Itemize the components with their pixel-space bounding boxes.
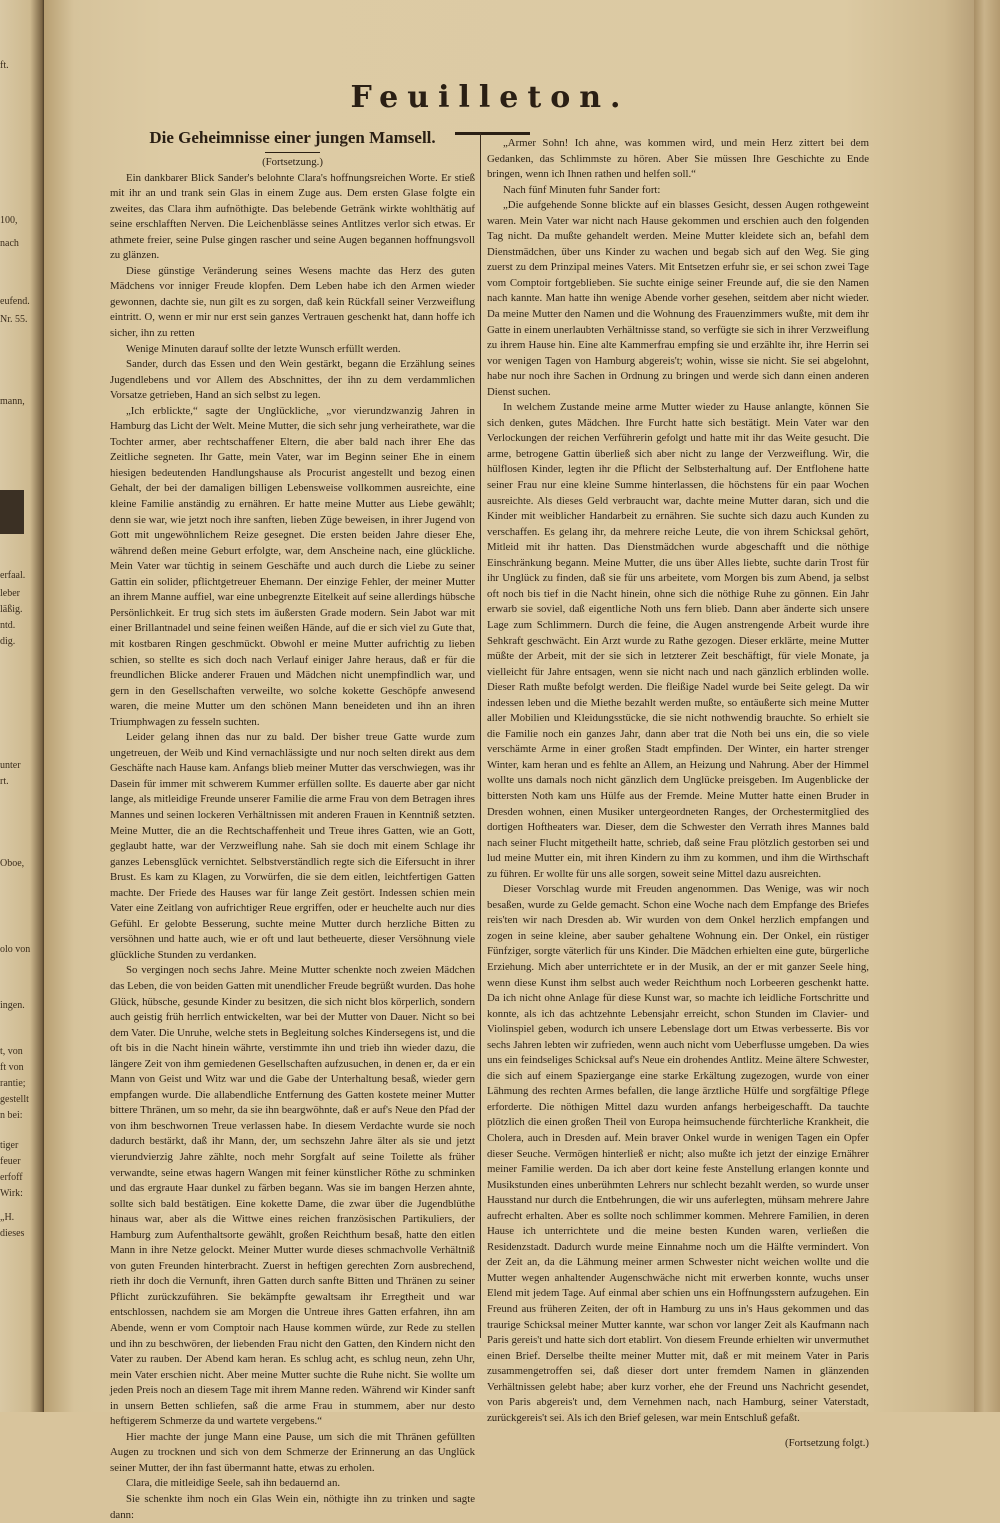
story-title: Die Geheimnisse einer jungen Mamsell. bbox=[149, 128, 436, 147]
paragraph: So vergingen noch sechs Jahre. Meine Mutter schenkte noch zweien Mädchen das Leben, die von beiden Gatten mit unendlicher Freude begrüßt wurden. Das hohe Glück, hübsche, gesunde Kinder zu besitzen, die sich nicht blos körperlich, sondern auch geistig früh herrlich entwickelten, war bei der Mutter von Dauer. Nicht so bei dem Vater. Die Unruhe, welche stets in Begleitung solches Kindersegens ist, und die oft bis in die Nacht hinein währte, verstimmte ihn und trieb ihn wieder dazu, die längere Zeit von ihm gemiedenen Gesellschaften aufzusuchen, in denen er, da er ein Mann von Geist und Witz war und die Gabe der Unterhaltung besaß, wieder gern empfangen wurde. Die allabendliche Entfernung des Gatten kostete meiner Mutter bittere Thränen, um so mehr, da sie ihn beargwöhnte, daß er auf's Neue den Pfad der von ihm beschwornen Treue verlassen habe. In diesem Verdachte wurde sie noch dadurch bestärkt, daß ihr Mann, der, um sechszehn Jahre älter als sie und jetzt vierundvierzig Jahre zählte, noch mehr Sorgfalt auf seine Toilette als früher verwandte, seine etwas hagern Wangen mit feiner künstlicher Röthe zu schminken und das ergraute Haar dunkel zu färben begann. Was sie im bangen Herzen ahnte, sollte sich bald bestätigen. Eine kokette Dame, die zwar über die Jugendblüthe hinaus war, aber als die Wittwe eines reichen französischen Partikuliers, der Hamburg zum Aufenthaltsorte gewählt, großen Reichthum besaß, hatte den eitlen Mann in ihre Netze gelockt. Meiner Mutter wurde dieses schmachvolle Verhältniß von guten Freunden hinterbracht. Zuerst in heftigen gerechten Zorn ausbrechend, rieth ihr doch die Vernunft, ihren Gatten durch sanfte Bitten und Thränen zu seiner Pflicht zurückzuführen. Sie bekämpfte gewaltsam ihr Erregtheit und war entschlossen, nachdem sie am Morgen die Untreue ihres Gatten erfahren, ihn am Abende, wenn er vom Comptoir nach Hause kommen würde, zur Rede zu stellen und ihn zu beschwören, der liebenden Frau nicht den Gatten, den Kindern nicht den Vater zu rauben. Der Abend kam heran. Es schlug acht, es schlug neun, zehn Uhr, mein Vater erschien nicht. Aber meine Mutter suchte die Ruhe nicht. Sie wollte um jeden Preis noch an diesem Tage mit ihrem Manne reden. Während wir Kinder sanft in unsern Betten schliefen, saß die arme Frau in stummem, aber nur desto heftigerem Schmerze da und wartete vergebens.“ bbox=[110, 964, 475, 1428]
paragraph: In welchem Zustande meine arme Mutter wieder zu Hause anlangte, können Sie sich denken, gutes Mädchen. Ihre Furcht hatte sich bestätigt. Mein Vater war den Verlockungen der reichen Verführerin gefolgt und hatte mit ihr das Weite gesucht. Die arme, betrogene Gattin überließ sich aber nicht zu lange der Verzweiflung. Wir, die hülflosen Kinder, legten ihr die Pflicht der Selbsterhaltung auf. Der Entflohene hatte seiner Frau nur eine kleine Summe hinterlassen, die höchstens für ein paar Wochen ausreichte. Als dieses Geld verbraucht war, dachte meine Mutter daran, sich und die Kinder mit weiblicher Handarbeit zu ernähren. Sie suchte sich dazu auch Kunden zu verschaffen. Es gelang ihr, da mehrere reiche Leute, die von ihrem Schicksal gehört, Mitleid mit ihr hatten. Das Dienstmädchen wurde abgeschafft und die nöthige Einschränkung begann. Meine Mutter, die uns über Alles liebte, suchte darin Trost für ihr Unglück zu finden, daß sie für uns arbeitete, vom Morgen bis zum Abend, ja selbst oft noch bis tief in die Nacht hinein, ohne sich die nöthige Ruhe zu gönnen. Ein Jahr erwarb sie soviel, daß eigentliche Noth uns fern blieb. Dann aber änderte sich unsere Lage zum Schlimmern. Durch die feine, die Augen anstrengende Arbeit wurde ihre Sehkraft geschwächt. Ein Arzt wurde zu Rathe gezogen. Dieser erklärte, meine Mutter müßte der Arbeit, mit der sie sich in letzterer Zeit beschäftigt, für viele Monate, ja vielleicht für Jahre entsagen, wenn sie nicht nach und nach gänzlich erblinden wolle. Dieser Rath mußte befolgt werden. Die fleißige Nadel wurde bei Seite gelegt. Da wir indessen leben und die Miethe bezahlt werden mußte, so entäußerte sich meine Mutter aller Mobilien und Kleidungsstücke, die sie nicht nothwendig brauchte. So erhielt sie die Familie noch ein ganzes Jahr, dann aber trat die Noth bei uns ein, die so viele verschämte Arme in einer großen Stadt empfinden. Der Winter, ein harter strenger Winter, kam heran und es fehlte an Allem, an Heizung und Nahrung. Aber der Himmel wollte uns damals noch nicht gänzlich dem Unglücke preisgeben. Im Augenblicke der bittersten Noth kam uns Hülfe aus der Fremde. Meine Mutter hatte einen Bruder in Dresden wohnen, einen Musiker untergeordneten Ranges, der Orchestermitglied des dortigen Hoftheaters war. Dieser, dem die Schwester den Verrath ihres Mannes bald nach seiner Flucht mitgetheilt hatte, schrieb, daß seine Frau plötzlich gestorben sei und lud meine Mutter ein, mit ihren Kindern zu ihm zu kommen, und ihm die Wirthschaft zu führen. Er wollte für uns alle sorgen, soweit seine Mittel dazu ausreichten. bbox=[487, 401, 869, 880]
section-title: Feuilleton. bbox=[350, 80, 630, 115]
margin-fragment: erfaal. bbox=[0, 570, 26, 581]
margin-fragment: 100, bbox=[0, 215, 18, 226]
column-divider bbox=[480, 133, 481, 1338]
story-title-rule bbox=[265, 152, 320, 153]
margin-fragment: nach bbox=[0, 238, 19, 249]
margin-fragment: rantie; bbox=[0, 1078, 26, 1089]
margin-fragment: ft von bbox=[0, 1062, 24, 1073]
paragraph: Dieser Vorschlag wurde mit Freuden angenommen. Das Wenige, was wir noch besaßen, wurde zu Gelde gemacht. Schon eine Woche nach dem Empfange des Briefes reis'ten wir nach Dresden ab. Wir wurden von dem Onkel herzlich empfangen und zogen in seine kleine, aber sauber gehaltene Wohnung ein. Der Onkel, ein rüstiger Fünfziger, sorgte väterlich für uns Kinder. Die Mädchen erhielten eine gute, bürgerliche Erziehung. Mich aber unterrichtete er in der Musik, an der er mit ganzer Seele hing, wenn diese Kunst ihm selbst auch weder Reichthum noch Lorbeeren geschenkt hatte. Da ich nicht ohne Anlage für diese Kunst war, so machte ich leidliche Fortschritte und konnte, als ich das achtzehnte Lebensjahr erreicht, schon Stunden im Clavier- und Violinspiel geben, wodurch ich unsere Lebenslage dort um Etwas verbesserte. Bis vor sechs Jahren lebten wir zufrieden, wenn auch nicht vom Ueberflusse umgeben. Da wies uns ein feindseliges Schicksal auf's Neue ein drohendes Antlitz. Meine ältere Schwester, die sich auf einem Spaziergange eine starke Erkältung zugezogen, wurde von einer Lähmung des rechten Armes befallen, die lange ärztliche Hülfe und sorgfältige Pflege erforderte. Die nöthigen Mittel dazu wurden anfangs herbeigeschafft. Da tauchte plötzlich die einen großen Theil von Europa heimsuchende fürchterliche Krankheit, die Cholera, auch in Dresden auf. Mein braver Onkel wurde in wenigen Tagen ein Opfer dieser Seuche. Vermögen hinterließ er nicht; also mußte ich jetzt der einzige Ernährer meiner Familie werden. Da ich aber dort keine feste Anstellung erlangen konnte und Musikstunden eines unberühmten Lehrers nur schlecht bezahlt werden, so wurde unser Hausstand nur durch die Entbehrungen, die wir uns auferlegten, mühsam mehrere Jahre aufrecht erhalten. Aber es sollte noch schlimmer kommen. Mehrere Familien, in deren Hause ich unterrichtete und die meine besten Kunden waren, verließen die Residenzstadt. Dadurch wurde meine Einnahme noch um die Hälfte vermindert. Von der Zeit an, da die Lähmung meiner armen Schwester nicht weichen wollte und die Mutter wegen anhaltender Augenschwäche nicht mit erwerben konnte, wuchs unser Elend mit jedem Tage. Auf einmal aber schien uns ein Hoffnungsstern aufzugehen. Ein Freund aus früheren Zeiten, der oft in Hamburg zu uns in's Haus gekommen und das traurige Schicksal meiner Mutter kannte, war schon vor langer Zeit als Kaufmann nach Paris gereis't und hatte sich dort etablirt. Von diesem Freunde erhielten wir unvermuthet einen Brief. Derselbe theilte meiner Mutter mit, daß er mit meinem Vater in Paris zusammengetroffen sei, daß dieser dort unter fremdem Namen in glänzenden Verhältnissen gelebt habe; aber kurz vorher, ehe der Freund uns Nachricht gesendet, von Paris abgereis't und, dem Vernehmen nach, nach Hamburg, seiner Vaterstadt, zurückgereis't sei. Als ich den Brief gelesen, war mein Entschluß gefaßt. bbox=[487, 883, 869, 1424]
paragraph: Nach fünf Minuten fuhr Sander fort: bbox=[503, 183, 661, 196]
paragraph: „Die aufgehende Sonne blickte auf ein blasses Gesicht, dessen Augen rothgeweint waren. Mein Vater war nicht nach Hause gekommen und erschien auch den folgenden Tag nicht. Da mußte gehandelt werden. Meine Mutter kleidete sich an, befahl dem Dienstmädchen, über uns Kinder zu wachen und begab sich auf den Weg. Sie ging zuerst zu dem Prinzipal meines Vaters. Mit Entsetzen erfuhr sie, er sei schon zwei Tage vom Comptoir fortgeblieben. Sie suchte einige seiner Freunde auf, die sie den Namen nach kannte. Man hatte ihn wenige Abende vorher gesehen, seitdem aber nicht wieder. Da meine Mutter den Namen und die Wohnung des Frauenzimmers wußte, mit dem ihr Gatte in einem unerlaubten Verhältnisse stand, so verfügte sie sich in ihrer Verzweiflung zu ihrem Hause hin. Eine alte Kammerfrau empfing sie und erzählte ihr, ihre Herrin sei vor wenigen Tagen von Hamburg abgereis't; wohin, wisse sie nicht. Sie sei abgelohnt, habe nur noch ihre Sachen in Ordnung zu bringen und werde sich dann einen anderen Dienst suchen. bbox=[487, 199, 869, 398]
margin-fragment: feuer bbox=[0, 1156, 21, 1167]
paragraph: Diese günstige Veränderung seines Wesens machte das Herz des guten Mädchens vor inniger Freude klopfen. Dem Leben habe ich den Armen wieder gewonnen, dachte sie, nun gilt es zu sorgen, daß kein Rückfall seiner Verzweiflung eintritt. O, wenn er mir nur erst sein ganzes Vertrauen geschenkt hat, dann hoffe ich sicher, ihn zu retten bbox=[110, 264, 475, 340]
paragraph: Ein dankbarer Blick Sander's belohnte Clara's hoffnungsreichen Worte. Er stieß mit ihr an und trank sein Glas in einem Zuge aus. Dem ersten Glase folgte ein zweites, das Clara ihm aufnöthigte. Das belebende Getränk wirkte wohlthätig auf seine erschlafften Nerven. Die Leichenblässe seines Antlitzes verlor sich etwas. Er athmete freier, seine Pulse gingen rascher und seine Augen begannen hoffnungsvoll zu glänzen. bbox=[110, 171, 475, 262]
page-right-edge bbox=[974, 0, 1000, 1412]
adjacent-page-edge bbox=[0, 0, 44, 1412]
margin-fragment: unter bbox=[0, 760, 21, 771]
paragraph: Sander, durch das Essen und den Wein gestärkt, begann die Erzählung seines Jugendlebens und vor Allem des Abschnittes, der ihn zu dem verdammlichen Vorsatze getrieben, Hand an sich selbst zu legen. bbox=[110, 358, 475, 402]
to-be-continued-note: (Fortsetzung folgt.) bbox=[785, 1437, 869, 1450]
margin-fragment: gestellt bbox=[0, 1094, 29, 1105]
margin-fragment: dig. bbox=[0, 636, 16, 647]
paragraph: „Armer Sohn! Ich ahne, was kommen wird, und mein Herz zittert bei dem Gedanken, das Schlimmste zu hören. Aber Sie müssen Ihre Geschichte zu Ende bringen, wenn ich Ihnen rathen und helfen soll.“ bbox=[487, 137, 869, 181]
paragraph: Hier machte der junge Mann eine Pause, um sich die mit Thränen gefüllten Augen zu trocknen und sich von dem Schmerze der Erinnerung an das Unglück seiner Mutter, der ihn fast übermannt hatte, etwas zu erholen. bbox=[110, 1430, 475, 1474]
adjacent-page-dark-block bbox=[0, 490, 24, 534]
margin-fragment: n bei: bbox=[0, 1110, 23, 1121]
margin-fragment: läßig. bbox=[0, 604, 23, 615]
right-column bbox=[487, 136, 869, 1452]
margin-fragment: tiger bbox=[0, 1140, 19, 1151]
paragraph: Wenige Minuten darauf sollte der letzte Wunsch erfüllt werden. bbox=[126, 342, 401, 355]
margin-fragment: Oboe, bbox=[0, 858, 25, 869]
continuation-note: (Fortsetzung.) bbox=[262, 156, 323, 168]
margin-fragment: Nr. 55. bbox=[0, 314, 28, 325]
margin-fragment: eufend. bbox=[0, 296, 30, 307]
margin-fragment: ft. bbox=[0, 60, 9, 71]
margin-fragment: rt. bbox=[0, 776, 9, 787]
margin-fragment: dieses bbox=[0, 1228, 25, 1239]
left-column bbox=[110, 155, 475, 1523]
paragraph: Sie schenkte ihm noch ein Glas Wein ein, nöthigte ihn zu trinken und sagte dann: bbox=[110, 1493, 475, 1521]
margin-fragment: erfoff bbox=[0, 1172, 23, 1183]
margin-fragment: olo von bbox=[0, 944, 31, 955]
paragraph: Leider gelang ihnen das nur zu bald. Der bisher treue Gatte wurde zum ungetreuen, der Weib und Kind vernachlässigte und nur noch selten direkt aus dem Geschäfte nach Hause kam. Anfangs blieb meiner Mutter das verschwiegen, was ihr Dasein für immer mit schwerem Kummer erfüllen sollte. Es dauerte aber gar nicht lange, als mitleidige Freunde unserer Familie die arme Frau von dem Betragen ihres Mannes und seinen lockeren Verhältnissen mit anderen Frauen in Kenntniß setzten. Meine Mutter, die an die Rechtschaffenheit und Treue ihres Gatten, wie an Gott, geglaubt hatte, war der Verzweiflung nahe. Sah sie doch mit einem Schlage ihr ganzes Lebensglück vernichtet. Selbstverständlich regte sich die Eifersucht in ihrer Brust. Es kam zu Klagen, zu Vorwürfen, die sie dem eitlen, leichtfertigen Gatten machte. Der Friede des Hauses war für lange Zeit gestört. Indessen schien mein Vater eine Zeitlang von aufrichtiger Reue ergriffen, oder er heuchelte auch nur dies Gefühl. Er gelobte Besserung, suchte meine Mutter durch herzliche Bitten zu versöhnen und hatte auch, wie er oft und laut betheuerte, dieser Versöhnung viele glückliche Stunden zu verdanken. bbox=[110, 731, 475, 961]
margin-fragment: Wirk: bbox=[0, 1188, 23, 1199]
margin-fragment: ingen. bbox=[0, 1000, 25, 1011]
margin-fragment: t, von bbox=[0, 1046, 23, 1057]
paragraph: „Ich erblickte,“ sagte der Unglückliche, „vor vierundzwanzig Jahren in Hamburg das Licht der Welt. Meine Mutter, die sich sehr jung verheirathete, war die Tochter armer, aber rechtschaffener Eltern, die aber bald nach ihrer Ehe das Zeitliche segneten. Ihr Gatte, mein Vater, war im Beginn seiner Ehe in einem hiesigen bedeutenden Handlungshause als Procurist angestellt und bezog einen Gehalt, der bei der damaligen billigen Lebensweise vollkommen ausreichte, eine kleine Familie anständig zu ernähren. Er hatte meine Mutter aus Liebe gewählt; denn sie war, wie jetzt noch ihre sanften, lieben Züge beweisen, in ihrer Jugend von Gott mit ungewöhnlichem Reize gesegnet. Die ersten beiden Jahre dieser Ehe, während deßen meine Geburt erfolgte, war, dem Anscheine nach, eine glückliche. Mein Vater war tüchtig in seinem Geschäfte und auch durch die Liebe zu seiner Gattin ein solider, pflichtgetreuer Ehemann. Der einzige Fehler, der meiner Mutter an ihrem Manne auffiel, war eine unbegrenzte Eitelkeit auf seine allerdings hübsche Persönlichkeit. Er trug sich stets im äußersten Grade modern. Sein Jabot war mit einer Brillantnadel und seine feinen weißen Hände, auf die er sich viel zu Gute that, mit kostbaren Ringen geschmückt. Obwohl er meine Mutter aufrichtig zu lieben schien, so stellte es sich doch nach Verlauf einiger Jahre heraus, daß er für die freundlichen Blicke anderer Frauen und Mädchen nicht unempfindlich war, und gern in den Gesellschaften verweilte, wo solche kokette Geschöpfe anwesend waren, die meine Mutter um den schönen Mann beneideten und ihn an ihren Triumphwagen zu fesseln suchten. bbox=[110, 404, 475, 728]
margin-fragment: leber bbox=[0, 588, 20, 599]
margin-fragment: mann, bbox=[0, 396, 25, 407]
margin-fragment: ntd. bbox=[0, 620, 16, 631]
margin-fragment: „H. bbox=[0, 1212, 15, 1223]
paragraph: Clara, die mitleidige Seele, sah ihn bedauernd an. bbox=[126, 1477, 341, 1490]
